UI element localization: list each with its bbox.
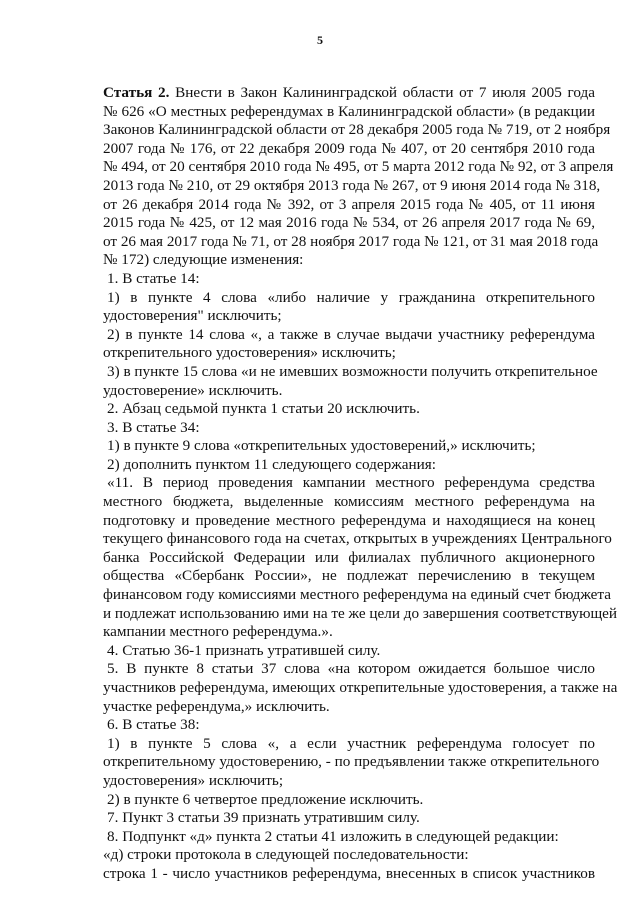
text-line: участке референдума,» исключить. (103, 697, 330, 715)
text-line: открепительному удостоверению, - по предъявлении также открепительного (103, 753, 600, 771)
text-line: от 26 мая 2017 года № 71, от 28 ноября 2017 года № 121, от 31 мая 2018 года (103, 232, 599, 250)
text-line: удостоверение» исключить. (103, 381, 283, 399)
text-line: удостоверения» исключить; (103, 771, 284, 789)
text-line: 2) в пункте 6 четвертое предложение исключить. (107, 790, 424, 808)
text-line: № 494, от 20 сентября 2010 года № 495, от 5 марта 2012 года № 92, от 3 апреля (103, 158, 614, 176)
text-line: банка Российской Федерации или филиалах публичного акционерного (103, 548, 595, 566)
text-line (103, 84, 595, 103)
text-line: «д) строки протокола в следующей последовательности: (103, 846, 469, 864)
text-line: 1. В статье 14: (107, 269, 200, 287)
text-line: финансовом году комиссиями местного референдума на единый счет бюджета (103, 586, 611, 604)
text-line: 7. Пункт 3 статьи 39 признать утратившим силу. (107, 809, 420, 827)
document-body (103, 84, 618, 884)
text-line: строка 1 - число участников референдума, внесенных в список участников (103, 864, 595, 882)
text-line: общества «Сбербанк России», не подлежат перечислению в текущем (103, 567, 595, 585)
text-line: удостоверения" исключить; (103, 307, 282, 325)
text-line: 2007 года № 176, от 22 декабря 2009 года № 407, от 20 сентября 2010 года (103, 139, 595, 157)
page-number: 5 (317, 33, 323, 47)
text-line: кампании местного референдума.». (103, 623, 333, 641)
text-line: 1) в пункте 4 слова «либо наличие у гражданина открепительного (107, 288, 595, 306)
text-line: местного бюджета, выделенные комиссиям местного референдума на (103, 493, 595, 511)
text-line: 5. В пункте 8 статьи 37 слова «на котором ожидается большое число (107, 660, 595, 678)
text-line: от 26 декабря 2014 года № 392, от 3 апреля 2015 года № 405, от 11 июня (103, 195, 595, 213)
text-line: участников референдума, имеющих открепительные удостоверения, а также на (103, 679, 618, 696)
text-line: Законов Калининградской области от 28 декабря 2005 года № 719, от 2 ноября (103, 121, 611, 139)
text-line: № 172) следующие изменения: (103, 251, 304, 269)
text-line: 2) в пункте 14 слова «, а также в случае выдачи участнику референдума (107, 325, 595, 343)
text-line: 2015 года № 425, от 12 мая 2016 года № 534, от 26 апреля 2017 года № 69, (103, 214, 595, 232)
text-line: и подлежат использованию ими на те же цели до завершения соответствующей (103, 604, 618, 622)
text-line: 3) в пункте 15 слова «и не имевших возможности получить открепительное (107, 362, 598, 380)
text-line: 2013 года № 210, от 29 октября 2013 года № 267, от 9 июня 2014 года № 318, (103, 176, 601, 194)
text-line: 1) в пункте 5 слова «, а если участник референдума голосует по (107, 734, 595, 752)
text-line-content: Внести в Закон Калининградской области от 7 июля 2005 года (175, 84, 595, 101)
text-line: подготовку и проведение местного референдума и находящиеся на конец (103, 511, 595, 529)
text-line: 1) в пункте 9 слова «открепительных удостоверений,» исключить; (107, 437, 536, 455)
text-line: текущего финансового года на счетах, открытых в учреждениях Центрального (103, 530, 612, 548)
text-line: 2. Абзац седьмой пункта 1 статьи 20 исключить. (107, 400, 420, 418)
text-line: 3. В статье 34: (107, 418, 200, 436)
text-line: «11. В период проведения кампании местного референдума средства (107, 474, 595, 492)
text-line: 8. Подпункт «д» пункта 2 статьи 41 изложить в следующей редакции: (107, 827, 559, 845)
article-label: Статья 2. (103, 84, 176, 101)
text-line: 4. Статью 36-1 признать утратившей силу. (107, 641, 381, 659)
text-line: 2) дополнить пунктом 11 следующего содержания: (107, 455, 436, 473)
text-line: открепительного удостоверения» исключить; (103, 344, 396, 362)
text-line: 6. В статье 38: (107, 716, 200, 734)
text-line: № 626 «О местных референдумах в Калининградской области» (в редакции (103, 102, 595, 120)
